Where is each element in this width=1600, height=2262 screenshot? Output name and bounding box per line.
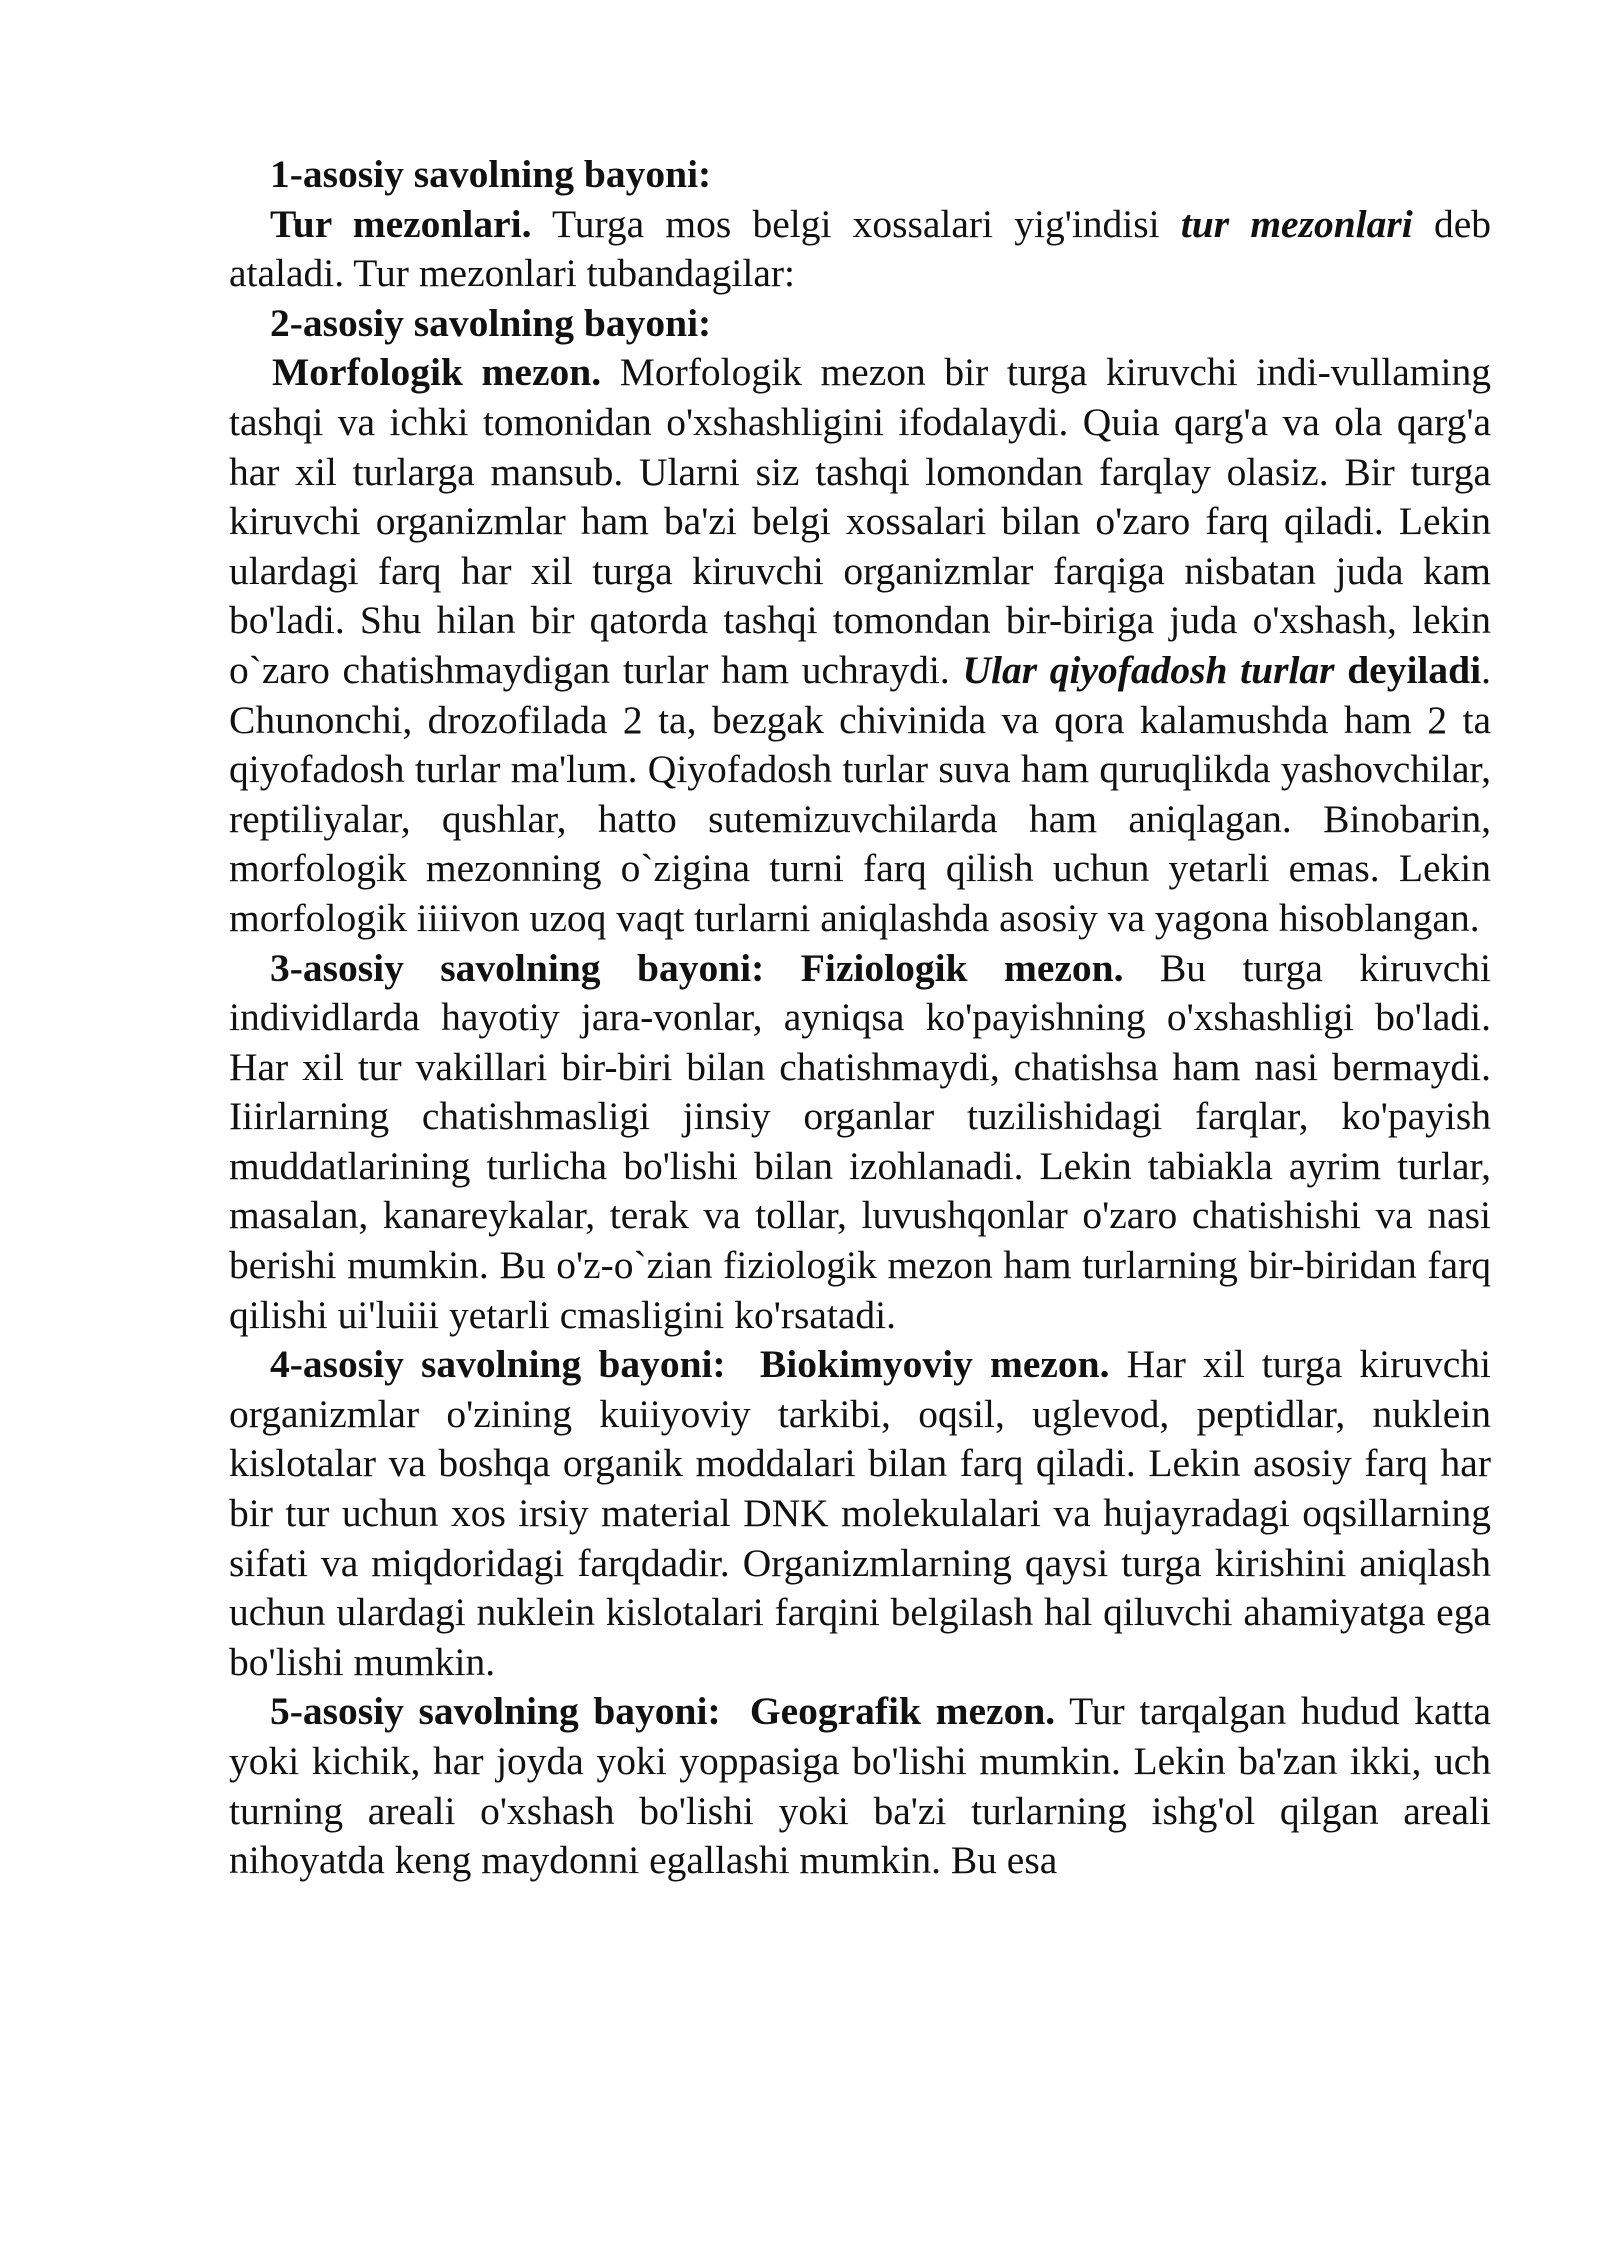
heading-text: 1-asosiy savolning bayoni: — [270, 152, 712, 196]
paragraph-tur-mezonlari — [229, 200, 1491, 299]
paragraph-text: Tur tarqalgan hudud katta yoki kichik, har joyda yoki yoppasiga bo'lishi mumkin. Lekin ba'zan ikki, uch turning areali o'xshash bo'lishi yoki ba'zi turlarning ishg'ol qilgan areali nihoyatda keng maydonni egallashi mumkin. Bu esa — [229, 1689, 1491, 1883]
emphasized-term: tur mezonlari — [1180, 201, 1413, 246]
paragraph-lead: Morfologik mezon. — [272, 350, 602, 395]
section-heading-1 — [229, 150, 1491, 200]
paragraph-fiziologik-mezon — [229, 944, 1491, 1341]
paragraph-lead: 3-asosiy savolning bayoni: Fiziologik mezon. — [270, 945, 1124, 990]
paragraph-text: Morfologik mezon bir turga kiruvchi indi-vullaming tashqi va ichki tomonidan o'xshashligini ifodalaydi. Quia qarg'a va ola qarg'a har xil turlarga mansub. Ularni siz tashqi lomondan farqlay olasiz. Bir turga kiruvchi organizmlar ham ba'zi belgi xossalari bilan o'zaro farq qiladi. Lekin ulardagi farq har xil turga kiruvchi organizmlar farqiga nisbatan juda kam bo'ladi. Shu hilan bir qatorda tashqi tomondan bir-biriga juda o'xshash, lekin o`zaro chatishmaydigan turlar ham uchraydi. — [229, 350, 1491, 692]
heading-text: 2-asosiy savolning bayoni: — [270, 300, 712, 345]
paragraph-morfologik-mezon — [229, 348, 1491, 943]
emphasized-term: Ular qiyofadosh turlar — [962, 647, 1335, 692]
paragraph-text: deb ataladi. Tur mezonlari tubandagilar: — [229, 201, 1491, 296]
section-heading-2 — [229, 299, 1491, 349]
paragraph-text: . Chunonchi, drozofilada 2 ta, bezgak chivinida va qora kalamushda ham 2 ta qiyofadosh turlar ma'lum. Qiyofadosh turlar suva ham quruqlikda yashovchilar, reptiliyalar, qushlar, hatto sutemizuvchilarda ham aniqlagan. Binobarin, morfologik mezonning o`zigina turni farq qilish uchun yetarli emas. Lekin morfologik iiiivon uzoq vaqt turlarni aniqlashda asosiy va yagona hisoblangan. — [229, 647, 1491, 940]
paragraph-lead: Tur mezonlari. — [270, 201, 532, 246]
bold-phrase: deyiladi — [1334, 647, 1482, 692]
paragraph-text: Turga mos belgi xossalari yig'indisi — [531, 201, 1181, 246]
paragraph-lead: 4-asosiy savolning bayoni: Biokimyoviy mezon. — [270, 1342, 1110, 1387]
document-page — [229, 150, 1491, 1886]
paragraph-biokimyoviy-mezon — [229, 1340, 1491, 1687]
paragraph-text: Har xil turga kiruvchi organizmlar o'zining kuiiyoviy tarkibi, oqsil, uglevod, peptidlar, nuklein kislotalar va boshqa organik moddalari bilan farq qiladi. Lekin asosiy farq har bir tur uchun xos irsiy material DNK molekulalari va hujayradagi oqsillarning sifati va miqdoridagi farqdadir. Organizmlarning qaysi turga kirishini aniqlash uchun ulardagi nuklein kislotalari farqini belgilash hal qiluvchi ahamiyatga ega bo'lishi mumkin. — [229, 1342, 1491, 1684]
paragraph-geografik-mezon — [229, 1687, 1491, 1885]
paragraph-text: Bu turga kiruvchi individlarda hayotiy jara-vonlar, ayniqsa ko'payishning o'xshashligi bo'ladi. Har xil tur vakillari bir-biri bilan chatishmaydi, chatishsa ham nasi bermaydi. Iiirlarning chatishmasligi jinsiy organlar tuzilishidagi farqlar, ko'payish muddatlarining turlicha bo'lishi bilan izohlanadi. Lekin tabiakla ayrim turlar, masalan, kanareykalar, terak va tollar, luvushqonlar o'zaro chatishishi va nasi berishi mumkin. Bu o'z-o`zian fiziologik mezon ham turlarning bir-biridan farq qilishi ui'luiii yetarli cmasligini ko'rsatadi. — [229, 945, 1491, 1337]
paragraph-lead: 5-asosiy savolning bayoni: Geografik mezon. — [270, 1689, 1056, 1734]
